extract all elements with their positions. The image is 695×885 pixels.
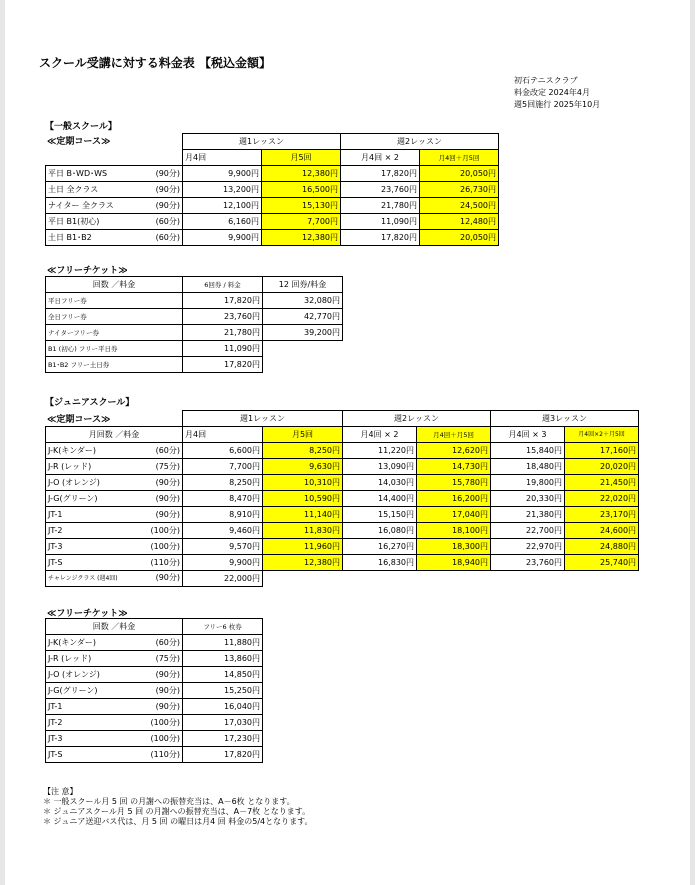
price-cell: 11,880円: [183, 635, 263, 651]
class-duration: (100分): [150, 525, 180, 535]
price-cell: 16,200円: [417, 491, 491, 507]
page-title: スクール受講に対する料金表 【税込金額】: [39, 56, 271, 70]
price-cell: 32,080円: [263, 293, 343, 309]
price-cell: 16,080円: [343, 523, 417, 539]
course-name: 平日 B･WD･WS: [48, 168, 108, 178]
column-header: 月4回＋月5回: [420, 150, 499, 166]
class-name: JT-S: [48, 557, 63, 567]
price-cell: 20,050円: [420, 230, 499, 246]
class-name: J-G(グリーン): [48, 493, 98, 503]
price-cell: 16,500円: [262, 182, 341, 198]
price-cell: 23,170円: [565, 507, 639, 523]
column-header: 月4回×2＋月5回: [565, 427, 639, 443]
class-duration: (60分): [155, 445, 180, 455]
table-row: [46, 731, 263, 747]
price-cell: 17,160円: [565, 443, 639, 459]
note-item: ＊ 一般スクール月 5 回 の月謝への振替充当は、A－6枚 となります。: [43, 797, 295, 806]
price-cell: 10,590円: [263, 491, 343, 507]
price-cell: 21,380円: [491, 507, 565, 523]
junior-regular-table: [45, 410, 639, 587]
price-cell: 23,760円: [341, 182, 420, 198]
junior-school-heading: 【ジュニアスクール】: [45, 398, 135, 408]
class-duration: (90分): [155, 701, 180, 711]
course-duration: (60分): [155, 232, 180, 242]
course-name: 平日 B1(初心): [48, 216, 100, 226]
price-cell: 11,140円: [263, 507, 343, 523]
table-row: [46, 230, 499, 246]
price-cell: 13,860円: [183, 651, 263, 667]
table-row: [46, 357, 343, 373]
column-header: 月4回 × 2: [343, 427, 417, 443]
class-name: J-O (オレンジ): [48, 669, 100, 679]
price-cell: 20,050円: [420, 166, 499, 182]
week5-date: 週5回施行 2025年10月: [514, 100, 601, 109]
price-cell: 11,960円: [263, 539, 343, 555]
price-cell: 8,250円: [183, 475, 263, 491]
class-name: JT-3: [48, 733, 63, 743]
table-row: [46, 459, 639, 475]
price-cell: 12,380円: [262, 230, 341, 246]
junior-ticket-table: [45, 618, 263, 763]
class-name: JT-2: [48, 525, 63, 535]
course-name: 土日 全クラス: [48, 184, 99, 194]
group-header: 週3レッスン: [491, 411, 639, 427]
price-cell: 22,020円: [565, 491, 639, 507]
general-ticket-heading: ≪フリーチケット≫: [47, 266, 128, 276]
table-row: [46, 309, 343, 325]
price-cell: 24,600円: [565, 523, 639, 539]
table-row: [46, 475, 639, 491]
price-cell: 9,570円: [183, 539, 263, 555]
price-cell: 14,850円: [183, 667, 263, 683]
class-duration: (90分): [155, 669, 180, 679]
class-duration: (90分): [155, 493, 180, 503]
column-header: 月4回 × 2: [341, 150, 420, 166]
price-cell: 15,130円: [262, 198, 341, 214]
revision-date: 料金改定 2024年4月: [514, 88, 590, 97]
price-cell: 16,270円: [343, 539, 417, 555]
price-cell: 8,250円: [263, 443, 343, 459]
price-cell: 15,780円: [417, 475, 491, 491]
class-duration: (75分): [155, 461, 180, 471]
junior-ticket-heading: ≪フリーチケット≫: [47, 609, 128, 619]
note-item: ＊ ジュニア送迎バス代は、月 5 回 の曜日は月4 回 料金の5/4となります。: [43, 817, 313, 826]
class-duration: (90分): [155, 573, 180, 582]
group-header: 週1レッスン: [183, 134, 341, 150]
table-row: [46, 667, 263, 683]
price-cell: 15,150円: [343, 507, 417, 523]
notes-block: [43, 787, 313, 827]
class-name: チャレンジクラス (週4回): [48, 575, 118, 582]
price-cell: 13,090円: [343, 459, 417, 475]
price-cell: 9,900円: [183, 166, 262, 182]
class-name: JT-1: [48, 509, 63, 519]
price-cell: 14,730円: [417, 459, 491, 475]
price-cell: 14,400円: [343, 491, 417, 507]
price-cell: 22,970円: [491, 539, 565, 555]
table-row: [46, 635, 263, 651]
class-duration: (110分): [150, 557, 180, 567]
column-header: 回数 ／料金: [46, 277, 183, 293]
price-cell: 12,620円: [417, 443, 491, 459]
ticket-name: B1･B2 フリー土日券: [46, 357, 183, 373]
general-regular-heading: ≪定期コース≫: [47, 137, 111, 147]
note-item: ＊ ジュニアスクール月 5 回 の月謝への振替充当は、A－7枚 となります。: [43, 807, 311, 816]
price-cell: 21,780円: [341, 198, 420, 214]
price-cell: 7,700円: [183, 459, 263, 475]
class-name: JT-S: [48, 749, 63, 759]
price-cell: 18,480円: [491, 459, 565, 475]
table-row: [46, 539, 639, 555]
price-cell: 22,700円: [491, 523, 565, 539]
column-header: 6回券 / 料金: [183, 277, 263, 293]
course-name: ナイター 全クラス: [48, 200, 114, 210]
table-row: [46, 507, 639, 523]
table-row: [46, 293, 343, 309]
column-header: 月5回: [262, 150, 341, 166]
price-cell: 11,090円: [341, 214, 420, 230]
class-name: JT-2: [48, 717, 63, 727]
table-row: [46, 683, 263, 699]
table-row: [46, 341, 343, 357]
class-duration: (60分): [155, 637, 180, 647]
price-cell: 21,450円: [565, 475, 639, 491]
price-cell: 15,250円: [183, 683, 263, 699]
price-cell: 8,470円: [183, 491, 263, 507]
price-cell: 8,910円: [183, 507, 263, 523]
price-cell: 17,820円: [183, 357, 263, 373]
class-duration: (100分): [150, 717, 180, 727]
price-cell: 22,000円: [183, 571, 263, 587]
price-cell: 7,700円: [262, 214, 341, 230]
column-header: 月4回 × 3: [491, 427, 565, 443]
table-row: [46, 555, 639, 571]
price-cell: 10,310円: [263, 475, 343, 491]
price-cell: 26,730円: [420, 182, 499, 198]
price-cell: 24,500円: [420, 198, 499, 214]
notes-heading: 【注 意】: [43, 787, 78, 796]
ticket-name: 平日フリー券: [46, 293, 183, 309]
table-row: [46, 747, 263, 763]
price-cell: 12,480円: [420, 214, 499, 230]
column-header: 月4回: [183, 150, 262, 166]
price-cell: 11,090円: [183, 341, 263, 357]
price-cell: 17,230円: [183, 731, 263, 747]
class-name: JT-1: [48, 701, 63, 711]
column-header: フリー6 枚券: [183, 619, 263, 635]
course-name: 土日 B1･B2: [48, 232, 92, 242]
price-cell: 16,830円: [343, 555, 417, 571]
table-row: [46, 651, 263, 667]
group-header: 週1レッスン: [183, 411, 343, 427]
price-cell: 9,900円: [183, 230, 262, 246]
price-cell: 12,380円: [262, 166, 341, 182]
group-header: 週2レッスン: [341, 134, 499, 150]
table-row: [46, 214, 499, 230]
class-name: J-R (レッド): [48, 461, 92, 471]
price-cell: 20,330円: [491, 491, 565, 507]
class-name: JT-3: [48, 541, 63, 551]
price-cell: 17,820円: [341, 166, 420, 182]
course-duration: (90分): [155, 168, 180, 178]
table-row: [46, 523, 639, 539]
price-cell: 20,020円: [565, 459, 639, 475]
price-cell: 17,820円: [183, 293, 263, 309]
price-cell: 13,200円: [183, 182, 262, 198]
class-name: J-G(グリーン): [48, 685, 98, 695]
class-name: J-K(キンダー): [48, 445, 97, 455]
price-sheet-page: [5, 0, 690, 885]
price-cell: 12,380円: [263, 555, 343, 571]
price-cell: 9,460円: [183, 523, 263, 539]
price-cell: 21,780円: [183, 325, 263, 341]
table-row: [46, 715, 263, 731]
price-cell: 9,900円: [183, 555, 263, 571]
price-cell: 18,940円: [417, 555, 491, 571]
column-header: 12 回券/料金: [263, 277, 343, 293]
general-school-heading: 【一般スクール】: [45, 122, 117, 132]
price-cell: 17,820円: [341, 230, 420, 246]
course-duration: (90分): [155, 200, 180, 210]
group-header: 週2レッスン: [343, 411, 491, 427]
price-cell: 17,820円: [183, 747, 263, 763]
price-cell: 6,160円: [183, 214, 262, 230]
column-header: 月4回＋月5回: [417, 427, 491, 443]
class-duration: (90分): [155, 477, 180, 487]
table-row: [46, 198, 499, 214]
junior-regular-heading: ≪定期コース≫: [47, 415, 111, 425]
club-name: 初石テニスクラブ: [514, 76, 578, 85]
price-cell: 42,770円: [263, 309, 343, 325]
price-cell: 14,030円: [343, 475, 417, 491]
price-cell: 15,840円: [491, 443, 565, 459]
price-cell: 19,800円: [491, 475, 565, 491]
price-cell: 17,030円: [183, 715, 263, 731]
course-duration: (90分): [155, 184, 180, 194]
table-row: [46, 325, 343, 341]
column-header: 回数 ／料金: [46, 619, 183, 635]
price-cell: 24,880円: [565, 539, 639, 555]
price-cell: 23,760円: [491, 555, 565, 571]
class-duration: (110分): [150, 749, 180, 759]
price-cell: 18,300円: [417, 539, 491, 555]
table-row: [46, 491, 639, 507]
class-duration: (90分): [155, 509, 180, 519]
column-header: 月4回: [183, 427, 263, 443]
table-row: [46, 571, 639, 587]
class-duration: (75分): [155, 653, 180, 663]
price-cell: 25,740円: [565, 555, 639, 571]
column-header: 月5回: [263, 427, 343, 443]
club-info: [514, 75, 600, 111]
price-cell: 39,200円: [263, 325, 343, 341]
class-duration: (90分): [155, 685, 180, 695]
table-row: [46, 443, 639, 459]
price-cell: 23,760円: [183, 309, 263, 325]
price-cell: 11,220円: [343, 443, 417, 459]
price-cell: 6,600円: [183, 443, 263, 459]
price-cell: 12,100円: [183, 198, 262, 214]
class-name: J-O (オレンジ): [48, 477, 100, 487]
class-name: J-R (レッド): [48, 653, 92, 663]
price-cell: 16,040円: [183, 699, 263, 715]
ticket-name: B1 (初心) フリー平日券: [46, 341, 183, 357]
ticket-name: 全日フリー券: [46, 309, 183, 325]
table-row: [46, 699, 263, 715]
class-duration: (100分): [150, 541, 180, 551]
price-cell: 11,830円: [263, 523, 343, 539]
price-cell: 17,040円: [417, 507, 491, 523]
class-duration: (100分): [150, 733, 180, 743]
class-name: J-K(キンダー): [48, 637, 97, 647]
price-cell: 18,100円: [417, 523, 491, 539]
course-duration: (60分): [155, 216, 180, 226]
table-row: [46, 166, 499, 182]
general-regular-table: [45, 133, 499, 246]
general-ticket-table: [45, 276, 343, 373]
ticket-name: ナイターフリー券: [46, 325, 183, 341]
table-row: [46, 182, 499, 198]
corner-header: 月回数 ／料金: [46, 427, 183, 443]
price-cell: 9,630円: [263, 459, 343, 475]
